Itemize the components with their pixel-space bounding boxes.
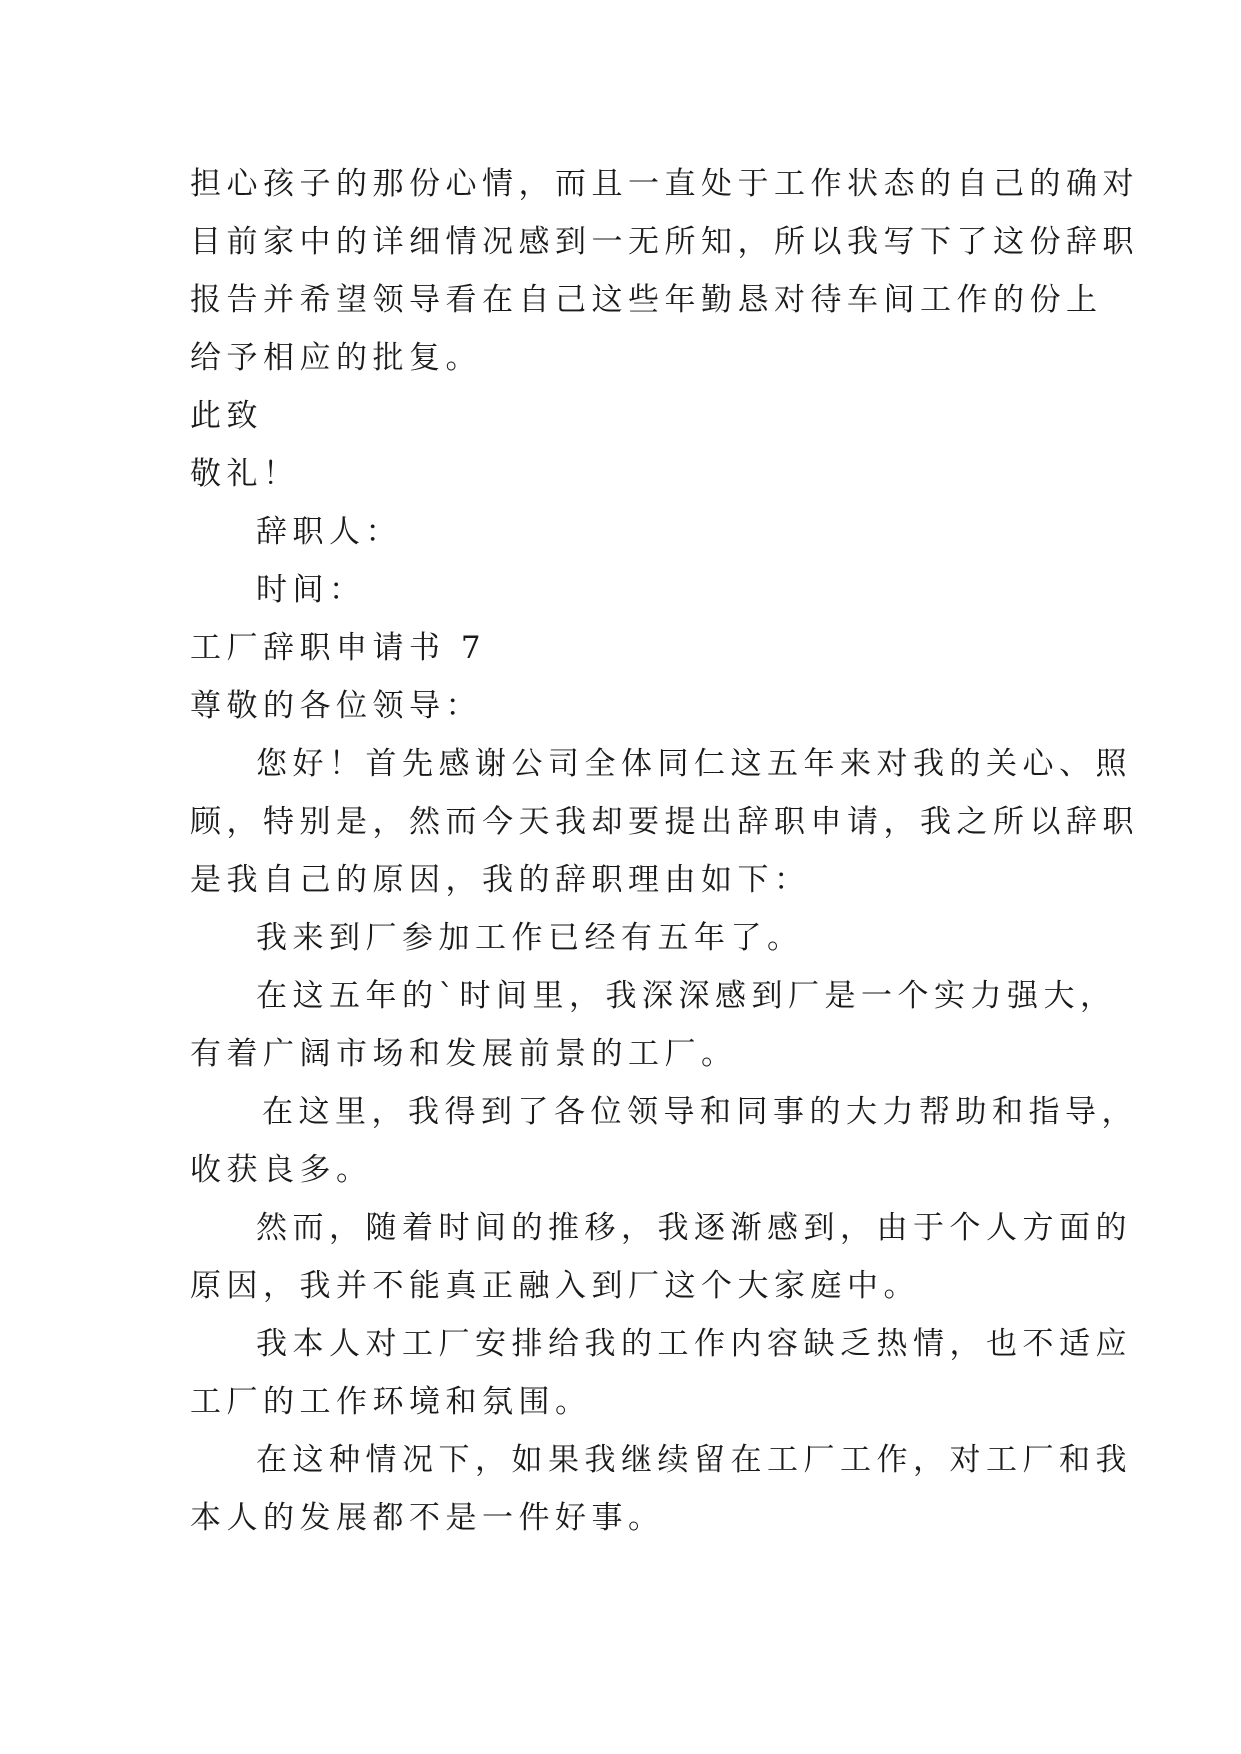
closing-regards: 敬礼！	[190, 456, 300, 492]
body-line: 我本人对工厂安排给我的工作内容缺乏热情，也不适应	[256, 1326, 1132, 1362]
body-line: 报告并希望领导看在自己这些年勤恳对待车间工作的份上	[190, 282, 1103, 318]
greeting: 尊敬的各位领导：	[190, 688, 482, 724]
body-line: 原因，我并不能真正融入到厂这个大家庭中。	[190, 1268, 920, 1304]
body-line: 有着广阔市场和发展前景的工厂。	[190, 1036, 738, 1072]
section-title: 工厂辞职申请书 7	[190, 630, 487, 666]
body-line: 是我自己的原因，我的辞职理由如下：	[190, 862, 811, 898]
body-line: 在这五年的`时间里，我深深感到厂是一个实力强大，	[256, 978, 1117, 1014]
body-line: 在这种情况下，如果我继续留在工厂工作，对工厂和我	[256, 1442, 1132, 1478]
date-label: 时间：	[256, 572, 366, 608]
signature-label: 辞职人：	[256, 514, 402, 550]
body-line: 担心孩子的那份心情，而且一直处于工作状态的自己的确对	[190, 166, 1139, 202]
body-line: 我来到厂参加工作已经有五年了。	[256, 920, 804, 956]
body-line: 收获良多。	[190, 1152, 373, 1188]
closing-salutation: 此致	[190, 398, 263, 434]
body-line: 目前家中的详细情况感到一无所知，所以我写下了这份辞职	[190, 224, 1139, 260]
body-line: 工厂的工作环境和氛围。	[190, 1384, 592, 1420]
body-line: 然而，随着时间的推移，我逐渐感到，由于个人方面的	[256, 1210, 1132, 1246]
body-line: 顾，特别是，然而今天我却要提出辞职申请，我之所以辞职	[190, 804, 1139, 840]
body-line: 给予相应的批复。	[190, 340, 482, 376]
body-line: 在这里，我得到了各位领导和同事的大力帮助和指导，	[262, 1094, 1138, 1130]
body-line: 您好！首先感谢公司全体同仁这五年来对我的关心、照	[256, 746, 1132, 782]
document-body	[190, 155, 1139, 1547]
body-line: 本人的发展都不是一件好事。	[190, 1500, 665, 1536]
